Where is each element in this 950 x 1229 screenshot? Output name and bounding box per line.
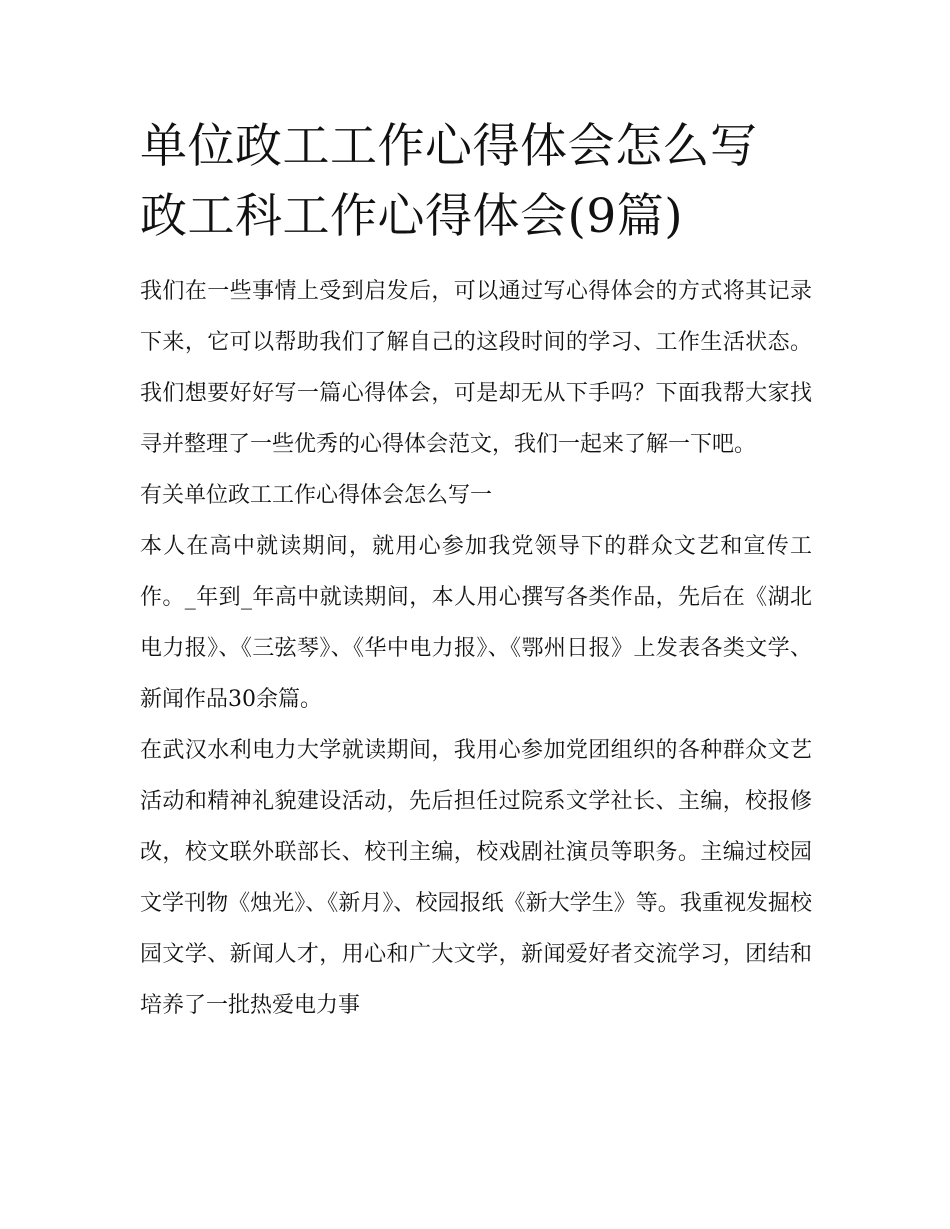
- section-heading: 有关单位政工工作心得体会怎么写一: [140, 483, 493, 508]
- document-content: [140, 112, 812, 1031]
- document-title: [140, 112, 812, 252]
- body-paragraph-2: 在武汉水利电力大学就读期间，我用心参加党团组织的各种群众文艺活动和精神礼貌建设活动，先后担任过院系文学社长、主编，校报修改，校文联外联部长、校刊主编，校戏剧社演员等职务。主编过校园文学刊物《烛光》、《新月》、校园报纸《新大学生》等。我重视发掘校园文学、新闻人才，用心和广大文学，新闻爱好者交流学习，团结和培养了一批热爱电力事: [140, 738, 812, 1018]
- title-line-1: 单位政工工作心得体会怎么写: [140, 119, 758, 174]
- intro-paragraph: 我们在一些事情上受到启发后，可以通过写心得体会的方式将其记录下来，它可以帮助我们了解自己的这段时间的学习、工作生活状态。我们想要好好写一篇心得体会，可是却无从下手吗？下面我帮大家找寻并整理了一些优秀的心得体会范文，我们一起来了解一下吧。: [140, 279, 812, 457]
- body-paragraph-1: 本人在高中就读期间，就用心参加我党领导下的群众文艺和宣传工作。_年到_年高中就读期间，本人用心撰写各类作品，先后在《湖北电力报》、《三弦琴》、《华中电力报》、《鄂州日报》上发表各类文学、新闻作品30余篇。: [140, 534, 812, 712]
- document-body: [140, 266, 812, 1031]
- title-line-2: 政工科工作心得体会(9篇): [140, 189, 684, 244]
